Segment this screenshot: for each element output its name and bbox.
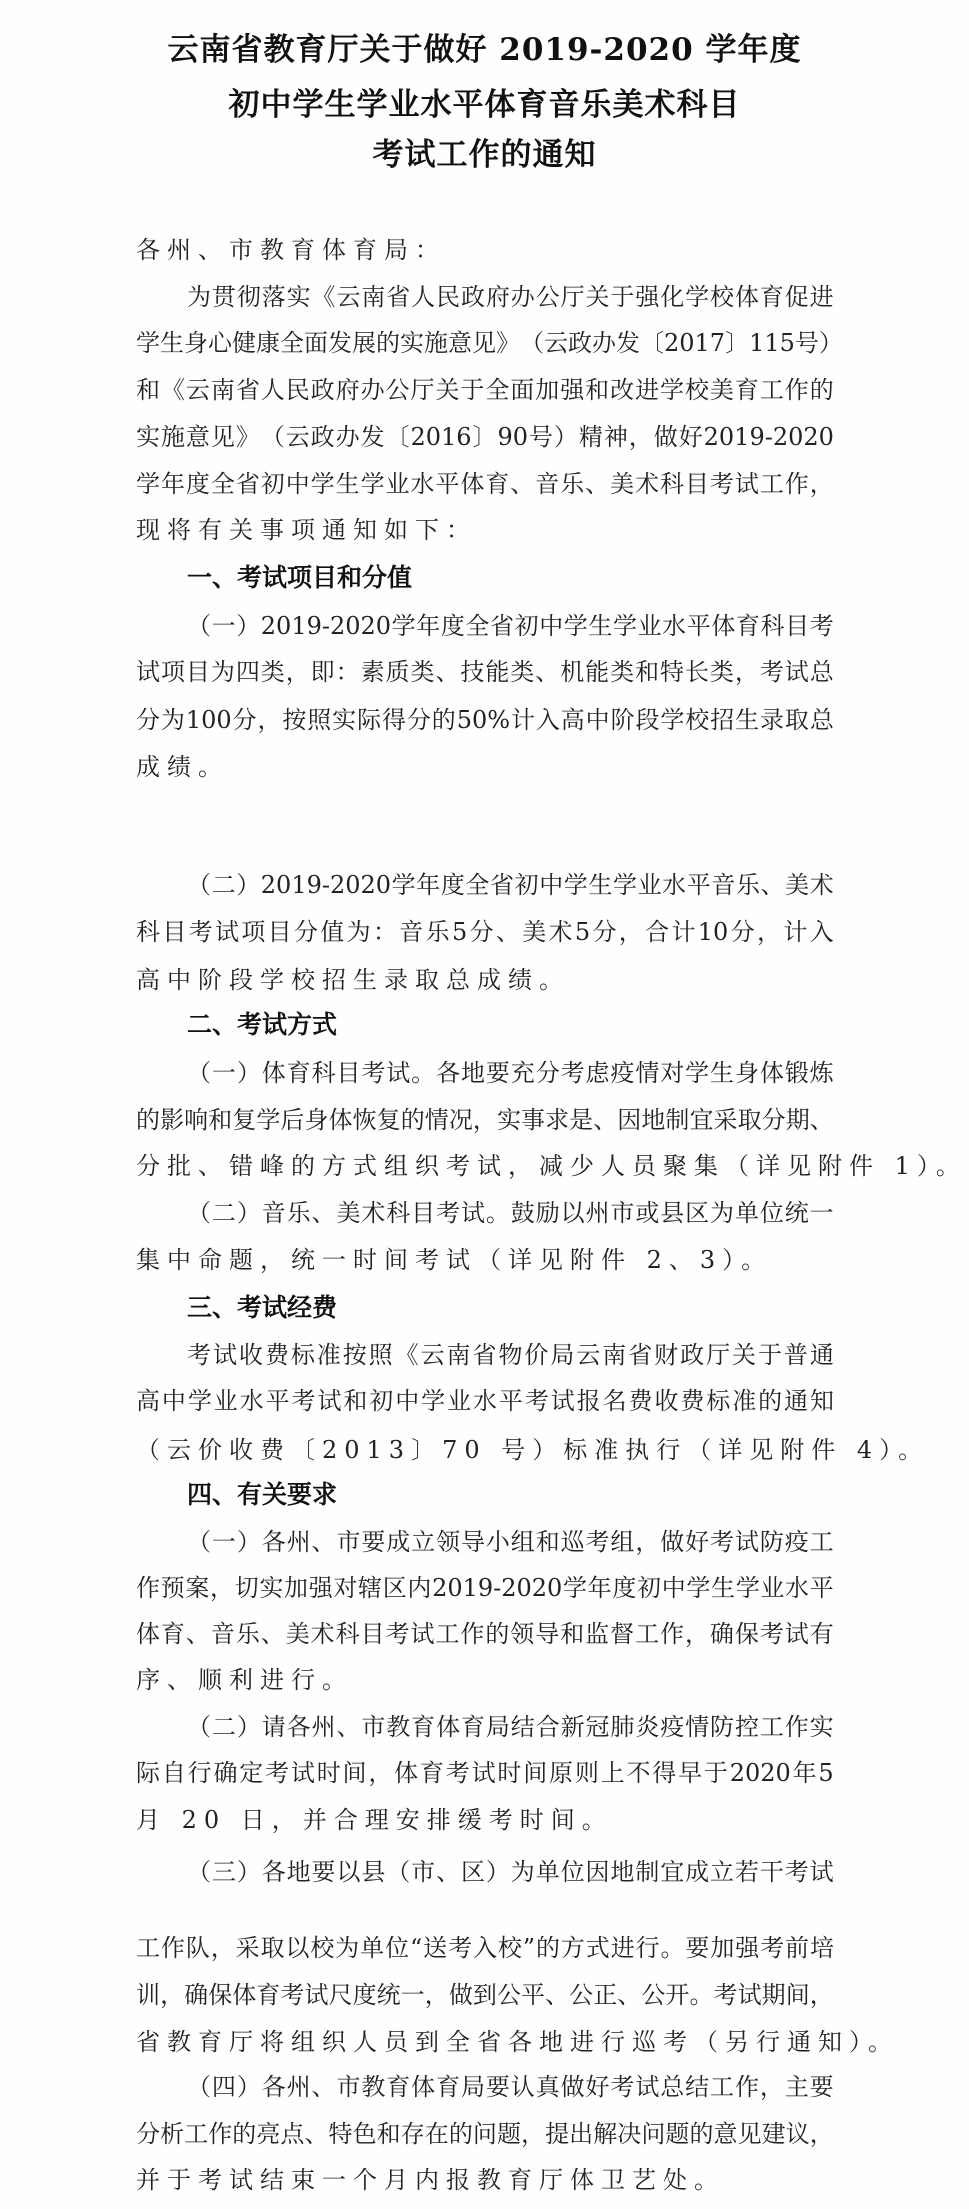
justified-text: 作 预 案 ， 切 实 加 强 对 辖 区 内 2019-2020 学 年 度 初 中 学 生 学 业 水 平: [136, 1574, 834, 1602]
justified-text: 为 贯 彻 落 实 《 云 南 省 人 民 政 府 办 公 厅 关 于 强 化 学 校 体 育 促 进: [187, 283, 834, 311]
intro-line: [136, 370, 834, 410]
justified-text: 训 ， 确 保 体 育 考 试 尺 度 统 一 ， 做 到 公 平 、 公 正 、 公 开 。 考 试 期 间 ，: [136, 1981, 834, 2009]
paragraph-line: [187, 1335, 834, 1375]
paragraph-line: [136, 1928, 834, 1968]
justified-text: 的 影 响 和 复 学 后 身 体 恢 复 的 情 况 ， 实 事 求 是 、 因 地 制 宜 采 取 分 期 、: [136, 1106, 834, 1134]
intro-line: 现将有关事项通知如下：: [136, 516, 477, 544]
justified-text: 考 试 收 费 标 准 按 照 《 云 南 省 物 价 局 云 南 省 财 政 厅 关 于 普 通: [187, 1341, 834, 1369]
intro-line: [136, 464, 834, 504]
paragraph-line: [136, 1381, 834, 1421]
paragraph-line: （云价收费〔2013〕70 号）标准执行（详见附件 4）。: [136, 1436, 930, 1464]
justified-text: 和 《 云 南 省 人 民 政 府 办 公 厅 关 于 全 面 加 强 和 改 进 学 校 美 育 工 作 的: [136, 376, 834, 404]
paragraph-line: [187, 865, 834, 905]
paragraph-line: 高中阶段学校招生录取总成绩。: [136, 966, 570, 994]
salutation: 各州、市教育体育局：: [136, 236, 446, 264]
intro-line: [136, 417, 834, 457]
paragraph-line: [136, 1975, 834, 2015]
paragraph-line: [136, 1753, 834, 1793]
justified-text: （ 二 ） 请 各 州 、 市 教 育 体 育 局 结 合 新 冠 肺 炎 疫 情 防 控 工 作 实: [187, 1713, 834, 1741]
paragraph-line: [187, 606, 834, 646]
justified-text: 际 自 行 确 定 考 试 时 间 ， 体 育 考 试 时 间 原 则 上 不 得 早 于 2020 年 5: [136, 1759, 834, 1787]
paragraph-line: [187, 1852, 834, 1892]
justified-text: （ 二 ） 音 乐 、 美 术 科 目 考 试 。 鼓 励 以 州 市 或 县 区 为 单 位 统 一: [187, 1199, 834, 1227]
paragraph-line: [136, 1614, 834, 1654]
paragraph-line: 月 20 日，并合理安排缓考时间。: [136, 1806, 613, 1834]
justified-text: 学 年 度 全 省 初 中 学 生 学 业 水 平 体 育 、 音 乐 、 美 术 科 目 考 试 工 作 ，: [136, 470, 834, 498]
paragraph-line: [136, 1568, 834, 1608]
paragraph-line: 集中命题，统一时间考试（详见附件 2、3）。: [136, 1246, 773, 1274]
justified-text: （ 一 ） 各 州 、 市 要 成 立 领 导 小 组 和 巡 考 组 ， 做 好 考 试 防 疫 工: [187, 1528, 834, 1556]
document-title-line-2: 初中学生学业水平体育音乐美术科目: [228, 87, 741, 123]
section-heading-4: 四、有关要求: [187, 1480, 338, 1509]
paragraph-line: 省教育厅将组织人员到全省各地进行巡考（另行通知）。: [136, 2028, 899, 2056]
justified-text: （ 二 ） 2019-2020 学 年 度 全 省 初 中 学 生 学 业 水 平 音 乐 、 美 术: [187, 871, 834, 899]
justified-text: （ 三 ） 各 地 要 以 县 （ 市 、 区 ） 为 单 位 因 地 制 宜 成 立 若 干 考 试: [187, 1858, 834, 1886]
justified-text: （ 四 ） 各 州 、 市 教 育 体 育 局 要 认 真 做 好 考 试 总 结 工 作 ， 主 要: [187, 2073, 834, 2101]
intro-line: [187, 277, 834, 317]
justified-text: 分 为 100 分 ， 按 照 实 际 得 分 的 50% 计 入 高 中 阶 段 学 校 招 生 录 取 总: [136, 706, 834, 734]
paragraph-line: [187, 1053, 834, 1093]
justified-text: （ 一 ） 2019-2020 学 年 度 全 省 初 中 学 生 学 业 水 平 体 育 科 目 考: [187, 612, 834, 640]
paragraph-line: [136, 1100, 834, 1140]
intro-line: [136, 323, 843, 363]
paragraph-line: 序、顺利进行。: [136, 1666, 353, 1694]
paragraph-line: 分批、错峰的方式组织考试，减少人员聚集（详见附件 1）。: [136, 1152, 967, 1180]
justified-text: （ 一 ） 体 育 科 目 考 试 。 各 地 要 充 分 考 虑 疫 情 对 学 生 身 体 锻 炼: [187, 1059, 834, 1087]
paragraph-line: [187, 2067, 834, 2107]
document-title-line-1: 云南省教育厅关于做好 2019-2020 学年度: [167, 32, 802, 68]
paragraph-line: [136, 700, 834, 740]
section-heading-2: 二、考试方式: [187, 1010, 338, 1039]
justified-text: 学 生 身 心 健 康 全 面 发 展 的 实 施 意 见 》 （ 云 政 办 发 〔 2017 〕 115 号 ）: [136, 329, 843, 357]
paragraph-line: [187, 1707, 834, 1747]
justified-text: 实 施 意 见 》 （ 云 政 办 发 〔 2016 〕 90 号 ） 精 神 ， 做 好 2019-2020: [136, 423, 834, 451]
justified-text: 分 析 工 作 的 亮 点 、 特 色 和 存 在 的 问 题 ， 提 出 解 决 问 题 的 意 见 建 议 ，: [136, 2120, 834, 2148]
document-title-line-3: 考试工作的通知: [372, 137, 597, 173]
paragraph-line: [136, 912, 834, 952]
justified-text: 试 项 目 为 四 类 ， 即 ： 素 质 类 、 技 能 类 、 机 能 类 和 特 长 类 ， 考 试 总: [136, 658, 834, 686]
paragraph-line: [136, 2114, 834, 2154]
paragraph-line: [187, 1522, 834, 1562]
section-heading-1: 一、考试项目和分值: [187, 563, 413, 592]
justified-text: 体 育 、 音 乐 、 美 术 科 目 考 试 工 作 的 领 导 和 监 督 工 作 ， 确 保 考 试 有: [136, 1620, 834, 1648]
paragraph-line: 并于考试结束一个月内报教育厅体卫艺处。: [136, 2166, 725, 2194]
justified-text: 科 目 考 试 项 目 分 值 为 ： 音 乐 5 分 、 美 术 5 分 ， 合 计 10 分 ， 计 入: [136, 918, 834, 946]
paragraph-line: 成绩。: [136, 753, 229, 781]
justified-text: 高 中 学 业 水 平 考 试 和 初 中 学 业 水 平 考 试 报 名 费 收 费 标 准 的 通 知: [136, 1387, 834, 1415]
paragraph-line: [136, 652, 834, 692]
paragraph-line: [187, 1193, 834, 1233]
justified-text: 工 作 队 ， 采 取 以 校 为 单 位 “ 送 考 入 校 ” 的 方 式 进 行 。 要 加 强 考 前 培: [136, 1934, 834, 1962]
section-heading-3: 三、考试经费: [187, 1293, 338, 1322]
